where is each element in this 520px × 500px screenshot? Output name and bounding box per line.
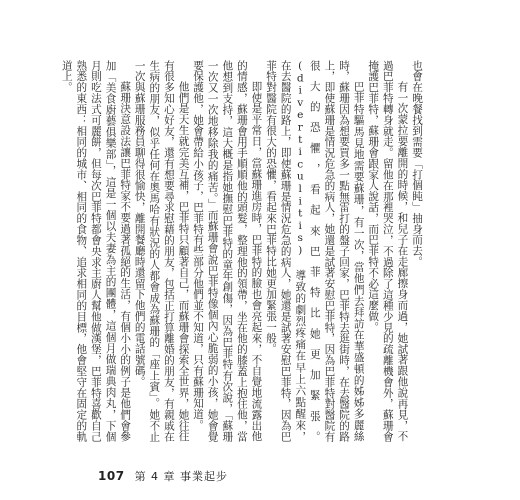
paragraph: 巴菲特驅馬見地需要蘇珊，有一次，當他們去拜訪在華盛頓的姊姊多麗絲時，蘇珊因為想要買多一點無雷打的盤子回家，巴菲特去逛街時，在去醫院的路上，即使蘇珊是情況危急的病人，她還是試著安慰巴菲特，因為巴菲特對醫院有很大的恐懼，看起來巴菲特比她更加緊張。(diverticulitis) 導致的劇烈疼痛在早上六點醒來，在去醫院的路上，即使蘇珊是情況危急的病人，她還是試著安慰巴菲特，因為巴菲特對醫院有很大的恐懼，看起來巴菲特比她更加緊張一般。 [265,60,365,442]
paragraph: 即使是平常日，當蘇珊進房時，巴菲特的臉也會亮起來，不自覺地流露出他的情感，蘇珊會用手順順他的頭髮，整理他的領帶，坐在他的膝蓋上抱住他，當他想到支持，這大概是指她撫慰巴菲特的童年創傷，因為巴菲特有次說，「蘇珊一次又一次地移除我的痛苦。」而蘇珊會說巴菲特像個內心脆弱的小孩，她會覺要保護他，她會帶給小孩子，巴菲特有些部分他們並不知道，只有蘇珊知道。 [192,60,263,442]
chapter-running-head: 第 4 章 事業起步 [134,470,229,483]
paragraph: 有一次蒙拉要離開的時候，和兒子在走廊擦身而過，她試著跟他說再見，不過巴菲特轉身就走。留他在那裡哭泣，不過除了這種少見的疏離機會外，蘇珊會掩護巴菲特，蘇珊會跟家人說話，而巴菲特不必這麼做。 [367,60,409,442]
paragraph: 也會在晚餐找到需要「打個盹」抽身而去。 [411,60,423,268]
body-text [60,60,424,442]
paragraph: 蘇珊決意設法讓巴菲特家不要過著孤絕的生活，有個小小的例子是他們會參加「美食廚藝俱樂部」，這是一個以夫妻為主的團體，這個月做瑞典肉丸，下個月則吃法式可麗餅，但每次巴菲特都會央求主廚人幫他做漢堡，巴菲特喜歡自己熟悉的東西：相同的城市、相同的食物、追求相同的目標，他會堅守在固定的軌道上。 [60,60,132,442]
paragraph: 他們是天生就完美互補，巴菲特只顧著自己，而蘇珊會探索全世界，她往往有很多知心好友，還有想要尋求慰藉的朋友，包括正打算離婚的朋友，有親戚在生病的朋友，似乎任何在奧馬哈有狀況的人都會成為蘇珊的「座上賓」。她不止一次與蘇珊服務員聊得很愉快，離開餐廳時還留下他們的電話號碼。 [133,60,190,442]
page-number: 107 [98,469,125,483]
page-footer [98,468,228,484]
